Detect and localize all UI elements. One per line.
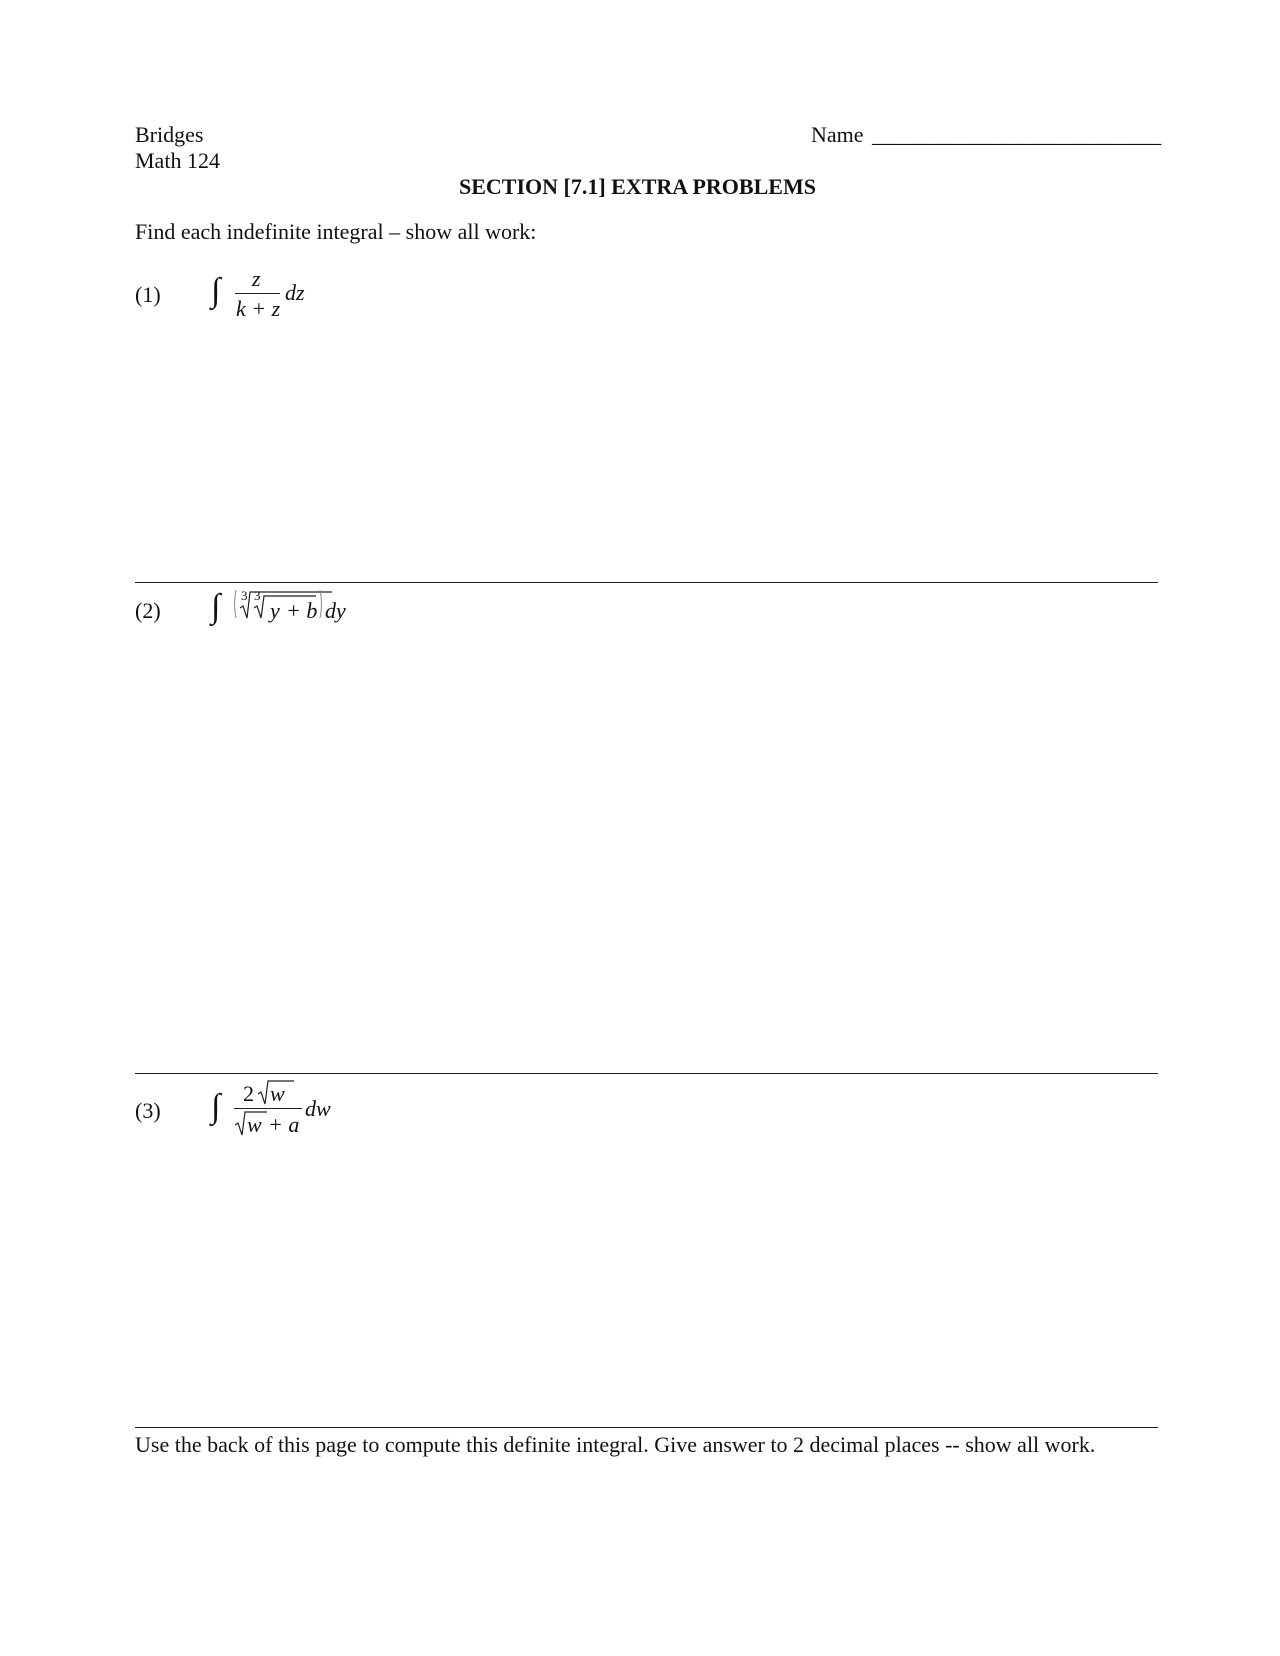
fraction-bar: [235, 293, 280, 294]
problem-number: (2): [135, 598, 161, 623]
denominator-plus-term: + a: [268, 1112, 300, 1137]
integral-sign: ∫: [211, 272, 221, 309]
integral-sign: ∫: [211, 588, 221, 625]
course-name: Math 124: [135, 148, 220, 173]
page-title: SECTION [7.1] EXTRA PROBLEMS: [459, 174, 816, 199]
numerator: z: [252, 266, 261, 291]
denominator-variable: w: [247, 1112, 262, 1137]
numerator-coefficient: 2: [243, 1081, 254, 1106]
differential: dz: [285, 280, 305, 305]
divider-1: [135, 582, 1158, 583]
outer-root-index: 3: [241, 588, 248, 603]
inner-root-index: 3: [254, 588, 261, 603]
numerator-variable: w: [270, 1081, 285, 1106]
instructor-name: Bridges: [135, 122, 204, 147]
problem-number: (3): [135, 1098, 161, 1123]
differential: dw: [305, 1096, 331, 1121]
problem-number: (1): [135, 282, 161, 307]
divider-3: [135, 1427, 1158, 1428]
divider-2: [135, 1073, 1158, 1074]
denominator: k + z: [236, 296, 281, 321]
radicand-variable: y: [270, 598, 280, 623]
name-label: Name: [811, 122, 864, 147]
instructions: Find each indefinite integral – show all work:: [135, 219, 537, 244]
footer-instructions: Use the back of this page to compute this definite integral. Give answer to 2 decimal places -- show all work.: [135, 1432, 1096, 1457]
name-blank-line[interactable]: ___________________________: [872, 122, 1161, 147]
plus-term: + b: [286, 598, 318, 623]
differential: dy: [325, 598, 346, 623]
integral-sign: ∫: [211, 1088, 221, 1125]
